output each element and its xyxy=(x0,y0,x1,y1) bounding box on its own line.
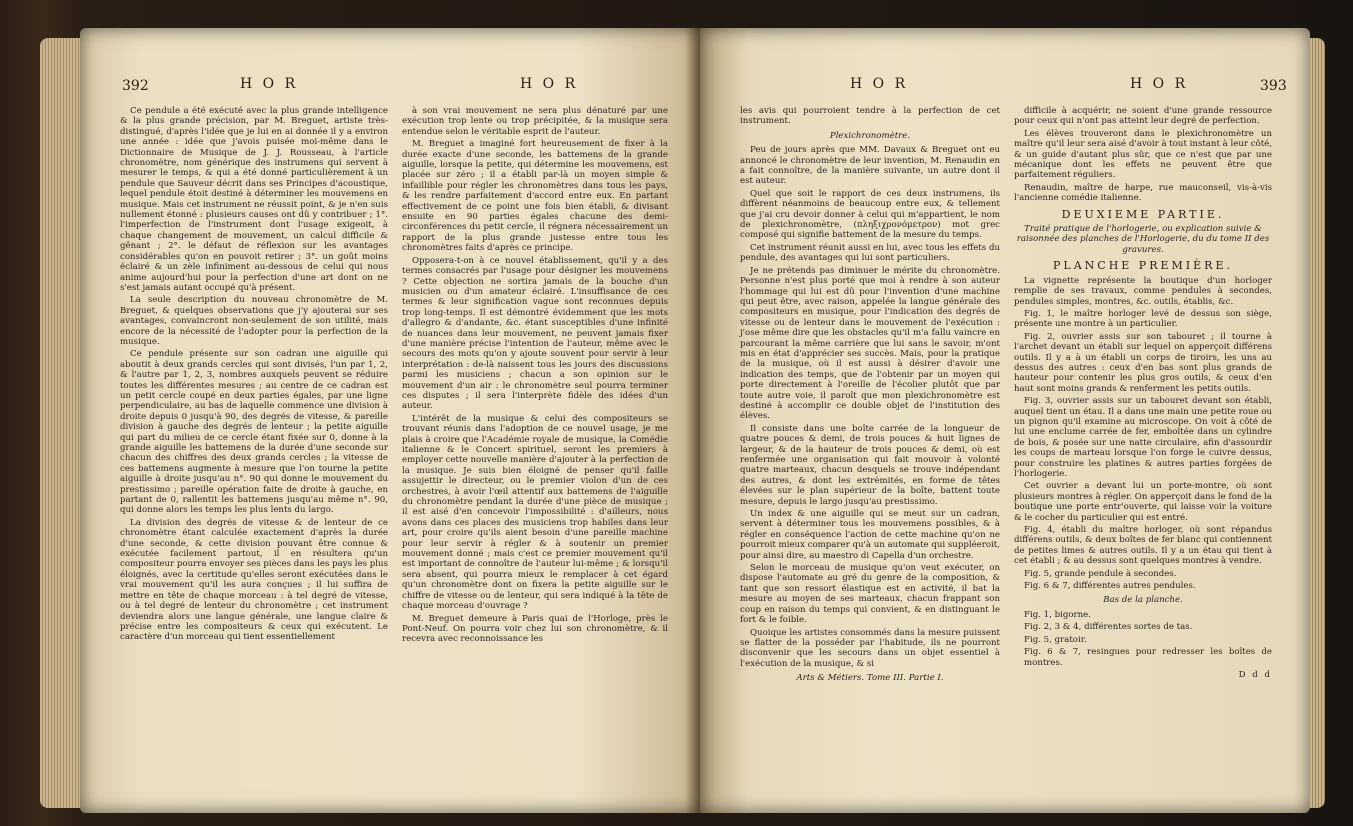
paragraph: Opposera-t-on à ce nouvel établissement, qu'il y a des termes consacrés par l'usage pour désigner les mouvemens ? Cette objection ne sortira jamais de la bouche d'un musicien ou d'un amateur éclairé. L'insuffisance de ces termes & leur signification vague sont reconnues depuis trop long-temps. Il est démontré évidemment que les mots d'allegro & d'andante, &c. étant susceptibles d'une infinité de nuances dans leur mouvement, ne peuvent jamais fixer d'une manière précise l'intention de l'auteur, même avec le secours des mots qu'on y ajoute souvent pour servir à leur interprétation : de-là naissent tous les jours des discussions parmi les musiciens ; chacun a son opinion sur le mouvement d'un air : le chronomètre seul pourra terminer ces disputes ; il sera l'interprète fidèle des idées d'un auteur. xyxy=(402,255,668,412)
paragraph: Fig. 6 & 7, différentes autres pendules. xyxy=(1024,581,1196,592)
paragraph: Selon le morceau de musique qu'on veut exécuter, on dispose l'automate au gré du genre de la composition, & tant que son ressort élastique est en activité, il bat la mesure au moyen de ses marteaux, chacun frappant son coup en raison du temps qui convient, & en distinguant le fort & le foible. xyxy=(740,563,1000,626)
paragraph: La seule description du nouveau chronomètre de M. Breguet, & quelques observations que j'y ajouterai sur ses avantages, convaincront non-seulement de son utilité, mais encore de la nécessité de l'adopter pour la perfection de la musique. xyxy=(120,295,388,347)
figure-item: Fig. 5, gratoir. xyxy=(1024,634,1087,645)
paragraph: L'intérêt de la musique & celui des compositeurs se trouvant réunis dans l'adoption de ce nouvel usage, je me plais à croire que l'Académie royale de musique, la Comédie italienne & le Concert spirituel, seront les premiers à employer cette nouvelle manière d'ajouter à la perfection de la musique. Je suis bien éloigné de penser qu'il faille assujettir le directeur, ou le premier violon d'un de ces orchestres, à avoir l'œil attentif aux battemens de l'aiguille du chronomètre pendant la durée d'une pièce de musique ; il est aisé d'en concevoir l'impossibilité : d'ailleurs, nous avons dans ces places des musiciens trop habiles dans leur art, pour croire qu'ils aient besoin d'une pareille machine pour leur servir à régler & à soutenir un premier mouvement donné ; mais c'est ce premier mouvement qu'il est important de connoître de l'auteur lui-même ; & lorsqu'il sera absent, qui pourra mieux le remplacer à cet égard qu'un chronomètre dont on fixera la petite aiguille sur le chiffre de vitesse ou de lenteur, qui sera indiqué à la tête de chaque morceau d'ouvrage ? xyxy=(402,413,668,612)
running-head-left: H O R xyxy=(850,76,909,92)
left-column-1 xyxy=(120,106,388,645)
left-column-2 xyxy=(402,106,668,647)
section-title: DEUXIEME PARTIE. xyxy=(1061,207,1225,221)
paragraph: Fig. 5, grande pendule à secondes. xyxy=(1024,568,1177,579)
paragraph: Peu de jours après que MM. Davaux & Breguet ont eu annoncé le chronomètre de leur invention, M. Renaudin en a fait connoître, de la manière suivante, un autre dont il est auteur. xyxy=(740,145,1000,187)
paragraph: La vignette représente la boutique d'un horloger remplie de ses travaux, comme pendules à secondes, pendules simples, montres, &c. outils, établis, &c. xyxy=(1014,275,1272,307)
paragraph: Fig. 4, établi du maître horloger, où sont répandus différens outils, & deux boîtes de fer blanc qui contiennent de petites limes & autres outils. Il y a un étau qui tient à cet établi ; & au dessus sont quelques montres à vendre. xyxy=(1014,525,1272,567)
paragraph: Je ne prétends pas diminuer le mérite du chronomètre. Personne n'est plus porté que moi à rendre à son auteur l'hommage qui lui est dû pour l'invention d'une machine qui peut être, avec raison, appelée la langue générale des compositeurs en musique, pour l'indication des degrés de vitesse ou de lenteur dans le mouvement de l'exécution : j'ose même dire que les obstacles qu'il m'a fallu vaincre en parcourant la même carrière que lui sans le savoir, m'ont mis en état d'apprécier ses succès. Mais, pour la pratique de la musique, où il est aussi à désirer d'avoir une indication des temps, que de l'obtenir par un moyen qui porte directement à l'oreille de l'écolier plutôt que par toute autre voie, il paroît que mon plexichronomètre est destiné à accomplir ce double objet de l'institution des élèves. xyxy=(740,265,1000,422)
paragraph: Fig. 2, ouvrier assis sur son tabouret ; il tourne à l'archet devant un établi sur lequel on apperçoit différens outils. Il y a à un établi un corps de tiroirs, les uns au dessus des autres : ceux d'en bas sont plus grands de hauteur pour contenir les plus gros outils, & ceux d'en haut sont moins grands & renferment les petits outils. xyxy=(1014,331,1272,394)
bas-heading: Bas de la planche. xyxy=(1103,595,1183,606)
running-head-left: H O R xyxy=(240,76,299,92)
paragraph: Il consiste dans une boîte carrée de la longueur de quatre pouces & demi, de trois pouces & huit lignes de largeur, & de la hauteur de trois pouces & demi, où est renfermée une organisation qui fait mouvoir à volonté quatre marteaux, chacun desquels se trouve indépendant des autres, & dont les extrémités, en forme de têtes élevées sur le plan supérieur de la boîte, battent toute mesure, depuis le largo jusqu'au prestissimo. xyxy=(740,423,1000,507)
running-head-right: H O R xyxy=(520,76,579,92)
paragraph: Cet instrument réunit aussi en lui, avec tous les effets du pendule, des avantages qui lui sont particuliers. xyxy=(740,242,1000,264)
plate-title: PLANCHE PREMIÈRE. xyxy=(1053,259,1233,273)
paragraph: les avis qui pourroient tendre à la perfection de cet instrument. xyxy=(740,106,1000,127)
paragraph: difficile à acquérir, ne soient d'une grande ressource pour ceux qui n'ont pas atteint leur degré de perfection. xyxy=(1014,106,1272,127)
book-spread xyxy=(40,18,1330,818)
paragraph: Un index & une aiguille qui se meut sur un cadran, servent à déterminer tous les mouvemens possibles, & à régler en conséquence l'action de cette machine qu'on ne pourroit mieux comparer qu'à un automate qui suppléeroit, pour ainsi dire, au maestro di Capella d'un orchestre. xyxy=(740,509,1000,561)
paragraph: Ce pendule a été exécuté avec la plus grande intelligence & la plus grande précision, par M. Breguet, artiste très-distingué, d'après l'idée que je lui en ai donnée il y a environ une année : idée que j'avois puisée moi-même dans le Dictionnaire de Musique de J. J. Rousseau, à l'article chronomètre, nom générique des instrumens qui servent à mesurer le temps, & qui a été donné particulièrement à un pendule que Sauveur décrit dans ses Principes d'acoustique, lequel pendule étoit destiné à déterminer les mouvemens en musique. Mais cet instrument ne réussit point, & je n'en suis nullement étonné : plusieurs causes ont dû y contribuer ; 1°. l'imperfection de l'instrument dont l'usage exigeoit, à chaque changement de mouvement, un calcul difficile & gênant ; 2°. le défaut de réflexion sur les avantages considérables qu'on en pouvoit retirer ; 3°. un goût moins éclairé & un zèle infiniment au-dessous de celui qui nous anime aujourd'hui pour la perfection d'une art dont on ne s'est jamais autant occupé qu'à présent. xyxy=(120,106,388,293)
signature-mark: D d d xyxy=(1238,669,1272,680)
page-number: 392 xyxy=(122,78,149,94)
figure-item: Fig. 1, bigorne. xyxy=(1024,609,1091,620)
page-number: 393 xyxy=(1260,78,1287,94)
page-edges-left xyxy=(40,38,85,808)
right-column-2 xyxy=(1014,106,1272,680)
right-column-1 xyxy=(740,106,1000,684)
paragraph: Quoique les artistes consommés dans la mesure puissent se flatter de la posséder par l'habitude, ils ne pourront disconvenir que les secours dans un objet essentiel à l'exécution de la musique, & si xyxy=(740,627,1000,669)
paragraph: Ce pendule présente sur son cadran une aiguille qui aboutit à deux grands cercles qui sont divisés, l'un par 1, 2, & l'autre par 1, 2, 3, nombres auxquels peuvent se réduire toutes les différentes mesures ; au centre de ce cadran est un petit cercle coupé en deux parties égales, par une ligne perpendiculaire, au bas de laquelle commence une division à droite depuis 0 jusqu'à 90, des degrés de vitesse, & pareille division à gauche des degrés de lenteur ; la petite aiguille qui part du milieu de ce cercle étant fixée sur 0, donne à la grande aiguille les battemens de la durée d'une seconde sur chacun des chiffres des deux grands cercles ; la vitesse de ces battemens augmente à mesure que l'on tourne la petite aiguille à droite jusqu'au n°. 90 qui donne le mouvement du prestissimo ; pareille opération faite de droite à gauche, en partant de 0, rallentit les battemens jusqu'au même n°. 90, qui donne alors les temps les plus lents du largo. xyxy=(120,349,388,516)
page-footer: Arts & Métiers. Tome III. Partie I. xyxy=(796,673,944,684)
paragraph: Fig. 3, ouvrier assis sur un tabouret devant son établi, auquel tient un étau. Il a dans une main une petite roue ou un pignon qu'il examine au microscope. On voit à côté de lui une enclume carrée de fer, emboîtée dans un cylindre de bois, & posée sur une natte circulaire, afin d'assourdir les coups de marteau lorsque l'on forge le cuivre dessus, pour construire les platines & autres parties forgées de l'horlogerie. xyxy=(1014,396,1272,479)
left-page xyxy=(80,28,700,813)
right-page xyxy=(700,28,1310,813)
paragraph: à son vrai mouvement ne sera plus dénaturé par une exécution trop lente ou trop précipitée, & la musique sera entendue selon le véritable esprit de l'auteur. xyxy=(402,106,668,137)
section-heading: Plexichronomètre. xyxy=(829,130,911,141)
running-head-right: H O R xyxy=(1130,76,1189,92)
paragraph: La division des degrés de vitesse & de lenteur de ce chronomètre étant calculée exactement d'après la durée d'une seconde, & cette division pouvant être connue & exécutée facilement partout, il en résultera qu'un compositeur pourra envoyer ses pièces dans les pays les plus éloignés, avec la certitude qu'elles seront exécutées dans le vrai mouvement qu'il les aura conçues ; il lui suffira de mettre en tête de chaque morceau : à tel degré de vitesse, ou à tel degré de lenteur du chronomètre ; cet instrument deviendra alors une langue générale, une langue claire & précise entre les compositeurs & ceux qui exécutent. Le caractère d'un morceau qui tient essentiellement xyxy=(120,517,388,643)
paragraph: Les élèves trouveront dans le plexichronomètre un maître qu'il leur sera aisé d'avoir à tout instant à leur côté, & un guide d'autant plus sûr, que ce n'est que par une mécanique dont les effets ne peuvent être que parfaitement réguliers. xyxy=(1014,128,1272,181)
figure-item: Fig. 2, 3 & 4, différentes sortes de tas. xyxy=(1024,622,1193,633)
paragraph: M. Breguet demeure à Paris quai de l'Horloge, près le Pont-Neuf. On pourra voir chez lui son chronomètre, & il recevra avec reconnoissance les xyxy=(402,613,668,645)
paragraph: Cet ouvrier a devant lui un porte-montre, où sont plusieurs montres à régler. On apperçoit dans le fond de la boutique une porte entr'ouverte, qui laisse voir la voiture & le cocher du particulier qui est entré. xyxy=(1014,481,1272,523)
figure-item: Fig. 6 & 7, resingues pour redresser les boîtes de montres. xyxy=(1024,647,1272,668)
section-subtitle: Traité pratique de l'horlogerie, ou explication suivie & raisonnée des planches de l'Horlogerie, du du tome II des gravures. xyxy=(1016,224,1270,255)
paragraph: M. Breguet a imaginé fort heureusement de fixer à la durée exacte d'une seconde, les battemens de la grande aiguille, lorsque la petite, qui détermine les mouvemens, est placée sur zéro ; il a établi par-là un moyen simple & infaillible pour régler les chronomètres dans tous les pays, & les rendre parfaitement d'accord entre eux. En partant effectivement de ce point une fois bien établi, & divisant ensuite en 90 parties égales chacune des demi-circonférences du petit cercle, il régnera nécessairement un rapport de la plus grande justesse entre tous les chronomètres faits d'après ce principe. xyxy=(402,139,668,254)
paragraph: Quel que soit le rapport de ces deux instrumens, ils diffèrent néanmoins de beaucoup entre eux, & tellement que j'ai cru devoir donner à celui qui m'appartient, le nom de plexichronomètre, (πληξιχρονόμετρον) mot grec composé qui signifie battement de la mesure du temps. xyxy=(740,188,1000,241)
paragraph: Fig. 1, le maître horloger levé de dessus son siège, présente une montre à un particulier. xyxy=(1014,308,1272,330)
paragraph: Renaudin, maître de harpe, rue mauconseil, vis-à-vis l'ancienne comédie italienne. xyxy=(1014,182,1272,204)
